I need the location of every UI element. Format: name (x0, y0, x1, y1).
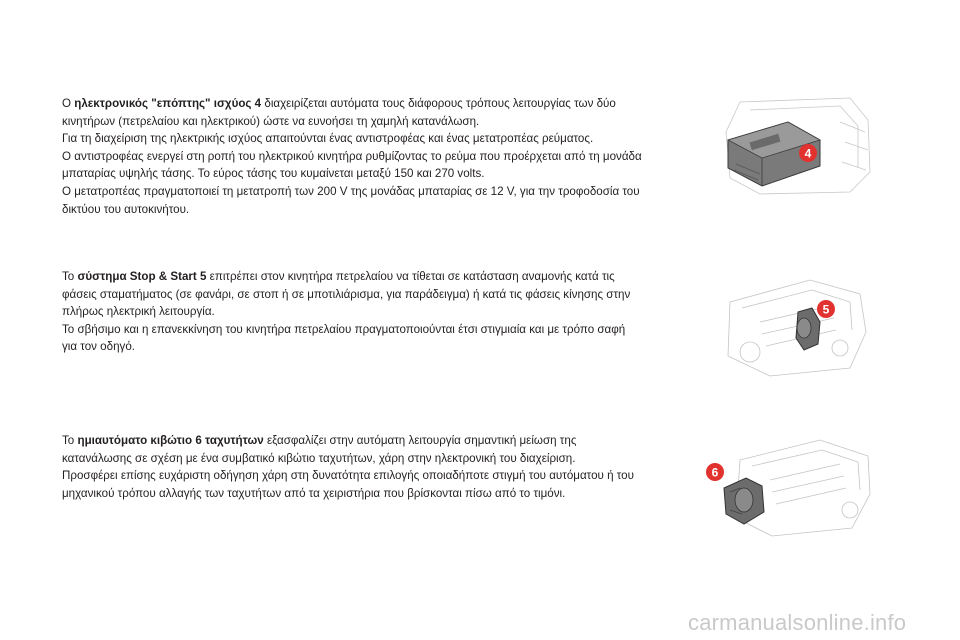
section-stop-start (62, 268, 642, 356)
callout-4 (799, 144, 817, 162)
starter-alternator-icon (796, 308, 820, 350)
figure-power-supervisor (700, 92, 880, 202)
watermark: carmanualsonline.info (688, 610, 907, 635)
figure-stop-start (700, 272, 880, 382)
text-intro: Ο (62, 97, 75, 110)
bold-term-supervisor: ηλεκτρονικός "επόπτης" ισχύος 4 (74, 97, 262, 110)
text-intro: Το (62, 434, 78, 447)
paragraph-supervisor-intro (62, 95, 642, 130)
svg-text:6: 6 (711, 465, 719, 480)
paragraph-gearbox-driving: Προσφέρει επίσης ευχάριστη οδήγηση χάρη στη δυνατότητα επιλογής οποιαδήποτε στιγμή του αυτόματου ή του μηχανικού τρόπου αλλαγής των ταχυτήτων από τα χειριστήρια που βρίσκονται πίσω από το τιμόνι. (62, 469, 634, 500)
paragraph-stop-start-intro (62, 268, 642, 321)
svg-text:5: 5 (822, 302, 830, 317)
svg-text:4: 4 (804, 146, 812, 161)
bold-term-stop-start: σύστημα Stop & Start 5 (77, 270, 207, 283)
paragraph-inverter: Ο αντιστροφέας ενεργεί στη ροπή του ηλεκτρικού κινητήρα ρυθμίζοντας το ρεύμα που προέρχεται από τη μονάδα μπαταρίας υψηλής τάσης. Το εύρος τάσης του κυμαίνεται μεταξύ 150 και 270 volts. (62, 149, 642, 181)
gearbox-actuator-icon (724, 478, 764, 524)
section-power-supervisor (62, 95, 642, 218)
text-intro: Το (62, 270, 78, 283)
paragraph-gearbox-intro (62, 432, 642, 467)
paragraph-restart: Το σβήσιμο και η επανεκκίνηση του κινητήρα πετρελαίου πραγματοποιούνται έτσι στιγμιαία και με τρόπο σαφή για τον οδηγό. (62, 322, 626, 354)
callout-5 (817, 300, 835, 318)
text-rest: επιτρέπει στον κινητήρα πετρελαίου να τίθεται σε κατάσταση αναμονής κατά τις φάσεις σταματήματος (σε φανάρι, σε στοπ ή σε μποτιλιάρισμα, για παράδειγμα) ή κατά τις φάσεις κίνησης στην πλήρως ηλεκτρική λειτουργία. (62, 270, 631, 319)
bold-term-gearbox: ημιαυτόματο κιβώτιο 6 ταχυτήτων (77, 434, 264, 447)
section-gearbox (62, 432, 642, 502)
text-rest: διαχειρίζεται αυτόματα τους διάφορους τρόπους λειτουργίας των δύο κινητήρων (πετρελαίου και ηλεκτρικού) ώστε να ευνοήσει τη χαμηλή κατανάλωση. (62, 97, 616, 128)
paragraph-power-management: Για τη διαχείριση της ηλεκτρικής ισχύος απαιτούνται ένας αντιστροφέας και ένας μετατροπέας ρεύματος. (62, 132, 594, 146)
text-rest: εξασφαλίζει στην αυτόματη λειτουργία σημαντική μείωση της κατανάλωσης σε σχέση με ένα συμβατικό κιβώτιο ταχυτήτων, χάρη στην ηλεκτρονική του διαχείριση. (62, 434, 577, 465)
paragraph-converter: Ο μετατροπέας πραγματοποιεί τη μετατροπή των 200 V της μονάδας μπαταρίας σε 12 V, για την τροφοδοσία του δικτύου του αυτοκινήτου. (62, 184, 640, 216)
figure-gearbox (700, 432, 880, 542)
callout-6 (706, 463, 724, 481)
